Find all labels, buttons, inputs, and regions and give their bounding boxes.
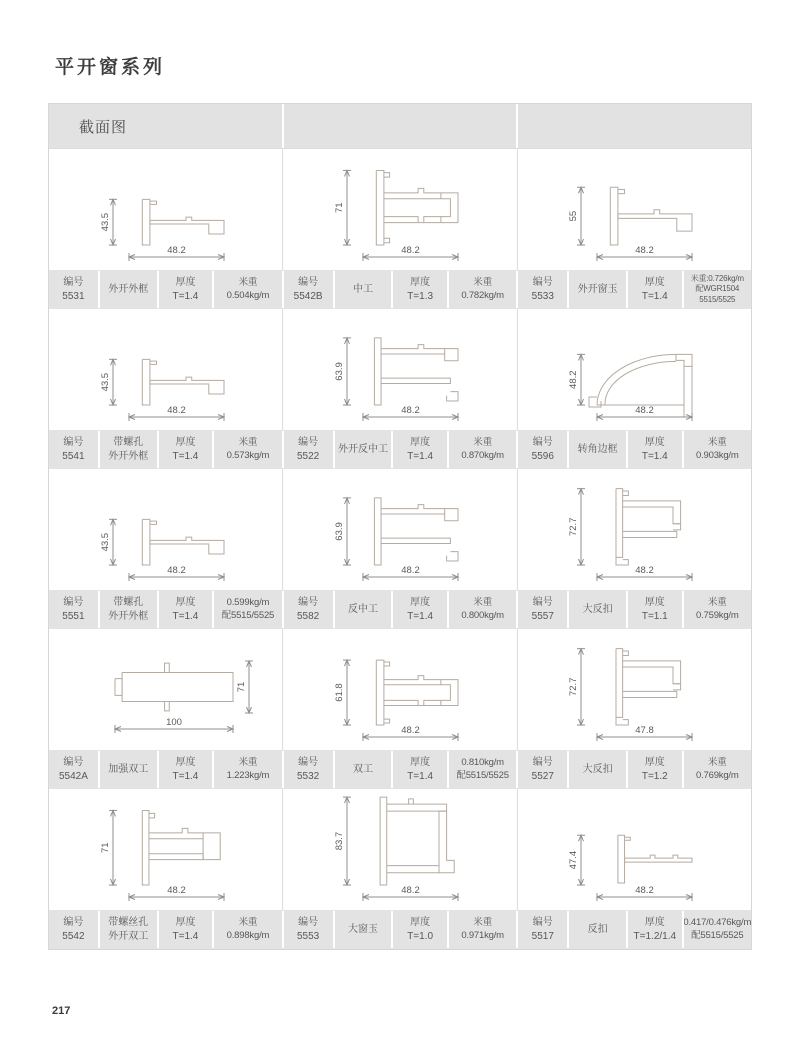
profile-name-line: 外开反中工 <box>337 443 388 455</box>
profile-drawing-cell <box>283 149 517 270</box>
header-cell-section <box>49 104 282 148</box>
profile-thickness-line: 厚度 <box>175 917 196 928</box>
profile-thickness <box>159 271 213 308</box>
profile-drawing-cell <box>283 469 517 590</box>
profile-info <box>284 431 517 468</box>
profile-code <box>518 591 567 628</box>
profile-info <box>49 431 282 468</box>
profile-thickness-line: T=1.2/1.4 <box>633 930 677 942</box>
profile-thickness <box>628 431 682 468</box>
profile-weight-line: 0.573kg/m <box>226 449 270 461</box>
profile-thickness-line: T=1.4 <box>407 450 434 462</box>
profile-thickness-line: 厚度 <box>410 757 431 768</box>
profile-thickness-line: 厚度 <box>410 917 431 928</box>
profile-name-line: 外开外框 <box>108 283 149 295</box>
profile-thickness <box>159 751 213 788</box>
profile-name-line: 大反扣 <box>582 603 613 615</box>
profile-code-line: 编号 <box>532 757 553 768</box>
profile-thickness-line: T=1.4 <box>641 290 668 302</box>
profile-thickness <box>628 751 682 788</box>
profile-name <box>335 271 392 308</box>
profile-thickness-line: T=1.4 <box>172 610 199 622</box>
profile-thickness <box>393 911 447 948</box>
table-body <box>49 149 751 949</box>
profile-code <box>49 911 98 948</box>
profile-name-line: 外开外框 <box>108 610 149 622</box>
profile-weight <box>684 431 751 468</box>
profile-weight-line: 0.810kg/m <box>461 756 504 768</box>
profile-name <box>335 591 392 628</box>
profile-weight <box>214 591 281 628</box>
profile-weight-line: 0.417/0.476kg/m <box>683 916 752 928</box>
svg-text:71: 71 <box>333 201 345 213</box>
profile-weight-line: 米重 <box>707 756 727 768</box>
profile-code <box>518 431 567 468</box>
profile-code-line: 5542 <box>62 930 85 942</box>
section-table <box>48 103 752 950</box>
profile-thickness-line: T=1.2 <box>641 770 668 782</box>
profile-thickness-line: 厚度 <box>410 437 431 448</box>
profile-drawing-cell <box>518 309 751 430</box>
profile-code <box>49 751 98 788</box>
profile-thickness-line: T=1.3 <box>407 290 434 302</box>
profile-code <box>518 911 567 948</box>
profile-weight-line: 0.870kg/m <box>461 449 504 461</box>
profile-thickness-line: T=1.0 <box>407 930 434 942</box>
profile-weight-line: 0.782kg/m <box>461 289 504 301</box>
profile-name <box>100 911 157 948</box>
profile-code-line: 5542B <box>293 290 323 302</box>
profile-drawing-cell <box>49 629 283 750</box>
svg-text:48.2: 48.2 <box>401 884 420 896</box>
profile-weight <box>214 271 281 308</box>
svg-text:48.2: 48.2 <box>635 884 655 896</box>
profile-section-drawing <box>539 471 729 589</box>
profile-info <box>49 911 282 948</box>
svg-text:83.7: 83.7 <box>333 831 345 850</box>
profile-drawing-cell <box>283 789 517 910</box>
profile-code-line: 5596 <box>531 450 554 462</box>
profile-thickness <box>393 431 447 468</box>
profile-thickness-line: 厚度 <box>175 757 196 768</box>
profile-weight-line: 配5515/5525 <box>691 929 744 941</box>
profile-weight-line: 米重 <box>238 436 258 448</box>
profile-name-line: 转角边框 <box>577 443 618 455</box>
profile-drawing-cell <box>49 149 283 270</box>
profile-weight <box>214 431 281 468</box>
profile-name-line: 反扣 <box>587 923 608 935</box>
profile-name-line: 带螺丝孔 <box>108 917 149 928</box>
profile-info <box>49 591 282 628</box>
header-cell-blank-3 <box>518 104 751 148</box>
profile-weight-line: 米重 <box>473 436 492 448</box>
profile-thickness-line: 厚度 <box>644 917 665 928</box>
profile-weight <box>214 911 281 948</box>
header-cell-blank-2 <box>284 104 517 148</box>
profile-name-line: 大窗玉 <box>347 923 378 935</box>
profile-weight-line: 0.504kg/m <box>226 289 270 301</box>
info-row <box>49 270 751 309</box>
profile-thickness <box>628 911 682 948</box>
profile-code-line: 编号 <box>298 757 319 768</box>
svg-text:48.2: 48.2 <box>166 564 186 576</box>
profile-weight-line: 0.903kg/m <box>696 449 739 461</box>
profile-weight-line: 米重 <box>707 596 727 608</box>
profile-weight-line: 0.759kg/m <box>696 609 739 621</box>
profile-thickness-line: 厚度 <box>175 437 196 448</box>
profile-thickness <box>393 751 447 788</box>
profile-info <box>284 271 517 308</box>
profile-thickness-line: 厚度 <box>410 277 431 288</box>
profile-thickness-line: 厚度 <box>410 597 431 608</box>
profile-thickness <box>159 591 213 628</box>
profile-code-line: 5551 <box>62 610 85 622</box>
profile-thickness <box>159 431 213 468</box>
profile-drawing-cell <box>518 629 751 750</box>
svg-text:48.2: 48.2 <box>166 244 186 256</box>
profile-code <box>49 271 98 308</box>
profile-code-line: 5542A <box>58 770 88 782</box>
svg-text:48.2: 48.2 <box>401 724 420 736</box>
svg-text:48.2: 48.2 <box>568 369 580 389</box>
profile-weight <box>449 751 516 788</box>
svg-text:48.2: 48.2 <box>401 404 420 416</box>
profile-drawing-cell <box>49 309 283 430</box>
profile-code-line: 编号 <box>63 917 84 928</box>
profile-weight-line: 米重 <box>473 276 492 288</box>
profile-info <box>518 911 751 948</box>
profile-name-line: 外开外框 <box>108 450 149 462</box>
page-title: 平开窗系列 <box>55 57 166 78</box>
profile-info <box>518 591 751 628</box>
profile-thickness <box>393 271 447 308</box>
profile-weight <box>214 751 281 788</box>
svg-text:72.7: 72.7 <box>568 517 580 536</box>
info-row <box>49 910 751 949</box>
svg-text:48.2: 48.2 <box>401 564 420 576</box>
profile-weight-line: 配WGR1504 <box>695 284 740 294</box>
profile-section-drawing <box>539 151 729 269</box>
table-header <box>49 104 751 149</box>
profile-thickness-line: T=1.4 <box>407 770 434 782</box>
profile-name <box>569 751 626 788</box>
profile-thickness <box>393 591 447 628</box>
profile-name-line: 反中工 <box>347 603 378 615</box>
profile-thickness-line: 厚度 <box>644 757 665 768</box>
profile-drawing-cell <box>49 469 283 590</box>
svg-text:71: 71 <box>235 681 247 692</box>
svg-text:72.7: 72.7 <box>568 677 580 696</box>
profile-section-drawing <box>71 151 261 269</box>
profile-weight-line: 0.769kg/m <box>696 769 739 781</box>
profile-name <box>569 431 626 468</box>
profile-weight-line: 米重 <box>473 596 492 608</box>
profile-drawing-cell <box>283 309 517 430</box>
drawings-row <box>49 629 751 750</box>
info-row <box>49 750 751 789</box>
profile-thickness-line: 厚度 <box>644 597 665 608</box>
profile-name <box>569 271 626 308</box>
svg-text:48.2: 48.2 <box>635 404 655 416</box>
profile-code <box>49 591 98 628</box>
profile-thickness-line: 厚度 <box>644 437 665 448</box>
profile-code-line: 编号 <box>63 437 84 448</box>
profile-code-line: 5532 <box>296 770 320 782</box>
profile-code-line: 5557 <box>531 610 554 622</box>
profile-code-line: 编号 <box>532 277 553 288</box>
profile-section-drawing <box>71 631 261 749</box>
profile-code-line: 编号 <box>298 917 319 928</box>
info-row <box>49 430 751 469</box>
profile-thickness-line: T=1.4 <box>172 930 199 942</box>
profile-code-line: 编号 <box>298 437 319 448</box>
profile-name <box>100 431 157 468</box>
profile-thickness-line: T=1.4 <box>172 290 199 302</box>
profile-thickness-line: T=1.4 <box>407 610 434 622</box>
profile-code <box>518 271 567 308</box>
profile-name <box>100 271 157 308</box>
profile-section-drawing <box>539 311 729 429</box>
profile-code-line: 编号 <box>298 277 319 288</box>
profile-weight <box>684 271 751 308</box>
profile-info <box>49 751 282 788</box>
profile-thickness <box>159 911 213 948</box>
svg-text:100: 100 <box>165 716 182 728</box>
profile-drawing-cell <box>518 469 751 590</box>
profile-info <box>49 271 282 308</box>
svg-text:63.9: 63.9 <box>333 521 345 541</box>
profile-code-line: 5527 <box>531 770 554 782</box>
section-header-label: 截面图 <box>79 118 128 136</box>
profile-weight-line: 1.223kg/m <box>226 769 270 781</box>
drawings-row <box>49 149 751 270</box>
profile-thickness <box>628 591 682 628</box>
profile-weight-line: 米重 <box>707 436 727 448</box>
profile-name <box>335 911 392 948</box>
svg-text:48.2: 48.2 <box>166 404 186 416</box>
svg-text:61.8: 61.8 <box>333 682 345 702</box>
profile-thickness-line: T=1.4 <box>172 770 199 782</box>
drawings-row <box>49 789 751 910</box>
profile-name-line: 带螺孔 <box>113 437 144 448</box>
drawings-row <box>49 309 751 430</box>
profile-thickness-line: T=1.1 <box>641 610 668 622</box>
profile-weight <box>449 911 516 948</box>
profile-weight-line: 0.971kg/m <box>461 929 504 941</box>
profile-code <box>49 431 98 468</box>
profile-info <box>518 431 751 468</box>
profile-section-drawing <box>305 791 495 909</box>
profile-name-line: 大反扣 <box>582 763 613 775</box>
profile-name <box>569 911 626 948</box>
profile-thickness-line: 厚度 <box>175 277 196 288</box>
profile-name <box>569 591 626 628</box>
drawings-row <box>49 469 751 590</box>
profile-name <box>100 751 157 788</box>
profile-code-line: 5533 <box>531 290 554 302</box>
profile-code-line: 编号 <box>63 757 84 768</box>
profile-section-drawing <box>305 151 495 269</box>
svg-text:47.8: 47.8 <box>635 724 655 736</box>
svg-text:47.4: 47.4 <box>568 850 580 869</box>
profile-thickness-line: 厚度 <box>175 597 196 608</box>
info-row <box>49 590 751 629</box>
profile-info <box>518 271 751 308</box>
profile-section-drawing <box>71 791 261 909</box>
profile-code-line: 5541 <box>62 450 85 462</box>
profile-name-line: 带螺孔 <box>113 597 144 608</box>
profile-code-line: 编号 <box>298 597 319 608</box>
profile-weight-line: 0.599kg/m <box>226 596 270 608</box>
profile-name <box>335 751 392 788</box>
svg-text:55: 55 <box>568 210 580 221</box>
profile-code-line: 5517 <box>531 930 554 942</box>
profile-code <box>284 431 333 468</box>
profile-code-line: 编号 <box>63 277 84 288</box>
profile-info <box>284 591 517 628</box>
profile-weight-line: 配5515/5525 <box>456 769 509 781</box>
profile-code-line: 5582 <box>296 610 320 622</box>
profile-weight-line: 米重:0.726kg/m <box>690 273 744 283</box>
profile-weight-line: 0.898kg/m <box>226 929 270 941</box>
profile-section-drawing <box>71 471 261 589</box>
profile-section-drawing <box>539 631 729 749</box>
profile-code-line: 5553 <box>296 930 320 942</box>
profile-name-line: 外开双工 <box>108 930 149 942</box>
svg-text:48.2: 48.2 <box>166 884 186 896</box>
profile-code-line: 编号 <box>532 437 553 448</box>
profile-thickness-line: 厚度 <box>644 277 665 288</box>
profile-name-line: 加强双工 <box>108 763 149 775</box>
profile-drawing-cell <box>49 789 283 910</box>
profile-weight <box>684 911 751 948</box>
profile-drawing-cell <box>518 149 751 270</box>
profile-weight <box>449 431 516 468</box>
profile-section-drawing <box>71 311 261 429</box>
profile-weight-line: 米重 <box>238 756 258 768</box>
profile-weight <box>449 591 516 628</box>
profile-info <box>284 911 517 948</box>
profile-section-drawing <box>305 631 495 749</box>
profile-drawing-cell <box>518 789 751 910</box>
profile-weight <box>684 591 751 628</box>
profile-weight-line: 5515/5525 <box>699 294 736 304</box>
profile-name-line: 中工 <box>352 283 373 295</box>
profile-section-drawing <box>305 311 495 429</box>
profile-code-line: 编号 <box>532 917 553 928</box>
profile-weight-line: 米重 <box>238 276 258 288</box>
svg-text:48.2: 48.2 <box>401 244 420 256</box>
profile-code <box>284 751 333 788</box>
profile-section-drawing <box>305 471 495 589</box>
profile-section-drawing <box>539 791 729 909</box>
profile-name-line: 双工 <box>352 763 373 775</box>
profile-info <box>284 751 517 788</box>
profile-code <box>284 271 333 308</box>
page-number: 217 <box>52 1005 71 1017</box>
profile-thickness-line: T=1.4 <box>172 450 199 462</box>
profile-code-line: 5522 <box>296 450 320 462</box>
profile-name <box>335 431 392 468</box>
profile-drawing-cell <box>283 629 517 750</box>
profile-weight <box>684 751 751 788</box>
svg-text:48.2: 48.2 <box>635 564 655 576</box>
profile-weight-line: 米重 <box>238 916 258 928</box>
profile-code-line: 5531 <box>62 290 85 302</box>
svg-text:43.5: 43.5 <box>99 532 111 551</box>
profile-code-line: 编号 <box>63 597 84 608</box>
profile-thickness-line: T=1.4 <box>641 450 668 462</box>
svg-text:43.5: 43.5 <box>99 212 111 231</box>
profile-code <box>518 751 567 788</box>
svg-text:48.2: 48.2 <box>635 244 655 256</box>
profile-code-line: 编号 <box>532 597 553 608</box>
profile-weight-line: 配5515/5525 <box>221 609 275 621</box>
profile-name-line: 外开窗玉 <box>577 283 618 295</box>
svg-text:71: 71 <box>99 841 111 853</box>
profile-weight-line: 0.800kg/m <box>461 609 504 621</box>
profile-code <box>284 591 333 628</box>
profile-weight <box>449 271 516 308</box>
profile-info <box>518 751 751 788</box>
svg-text:43.5: 43.5 <box>99 372 111 391</box>
svg-text:63.9: 63.9 <box>333 361 345 381</box>
profile-thickness <box>628 271 682 308</box>
profile-code <box>284 911 333 948</box>
profile-name <box>100 591 157 628</box>
profile-weight-line: 米重 <box>473 916 492 928</box>
